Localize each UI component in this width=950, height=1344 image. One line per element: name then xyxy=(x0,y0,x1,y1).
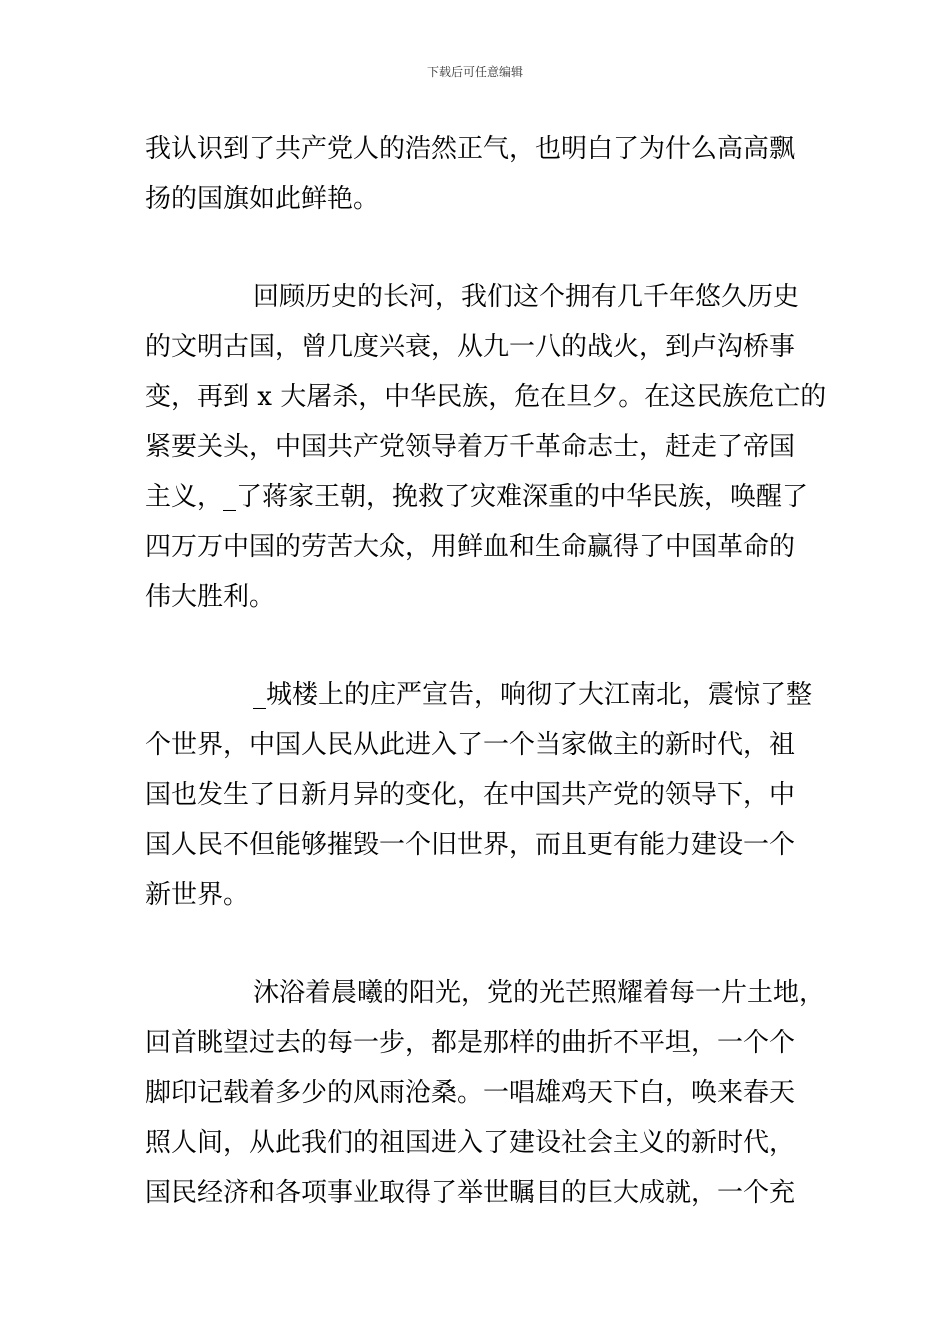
paragraph-line: 我认识到了共产党人的浩然正气，也明白了为什么高高飘 xyxy=(145,134,796,164)
paragraph-3 xyxy=(145,670,813,920)
paragraph-line: 新世界。 xyxy=(145,880,250,910)
paragraph-line: 脚印记载着多少的风雨沧桑。一唱雄鸡天下白，唤来春天 xyxy=(145,1078,796,1108)
paragraph-gap xyxy=(145,920,810,968)
document-body xyxy=(145,124,827,1218)
paragraph-line: 紧要关头，中国共产党领导着万千革命志士，赶走了帝国 xyxy=(145,432,796,462)
paragraph-line: 扬的国旗如此鲜艳。 xyxy=(145,184,380,214)
paragraph-line: 国民经济和各项事业取得了举世瞩目的巨大成就，一个充 xyxy=(145,1178,796,1208)
paragraph-line: 四万万中国的劳苦大众，用鲜血和生命赢得了中国革命的 xyxy=(145,532,796,562)
paragraph-line: _城楼上的庄严宣告，响彻了大江南北，震惊了整 xyxy=(253,680,813,710)
paragraph-gap xyxy=(145,224,810,272)
page-header: 下载后可任意编辑 xyxy=(426,65,523,79)
paragraph-line: 的文明古国，曾几度兴衰，从九一八的战火，到卢沟桥事 xyxy=(145,332,796,362)
paragraph-line: 照人间，从此我们的祖国进入了建设社会主义的新时代， xyxy=(145,1128,796,1158)
paragraph-1 xyxy=(145,124,810,224)
paragraph-line: 国人民不但能够摧毁一个旧世界，而且更有能力建设一个 xyxy=(145,830,796,860)
paragraph-line: 国也发生了日新月异的变化，在中国共产党的领导下，中 xyxy=(145,780,796,810)
paragraph-2 xyxy=(145,272,827,622)
paragraph-line: 伟大胜利。 xyxy=(145,582,276,612)
paragraph-gap xyxy=(145,622,810,670)
paragraph-line: 变，再到 x 大屠杀，中华民族，危在旦夕。在这民族危亡的 xyxy=(145,382,827,412)
paragraph-line: 沐浴着晨曦的阳光，党的光芒照耀着每一片土地， xyxy=(253,978,826,1008)
paragraph-line: 主义，_了蒋家王朝，挽救了灾难深重的中华民族，唤醒了 xyxy=(145,482,809,512)
paragraph-line: 回顾历史的长河，我们这个拥有几千年悠久历史 xyxy=(253,282,800,312)
paragraph-4 xyxy=(145,968,826,1218)
paragraph-line: 回首眺望过去的每一步，都是那样的曲折不平坦，一个个 xyxy=(145,1028,796,1058)
paragraph-line: 个世界，中国人民从此进入了一个当家做主的新时代，祖 xyxy=(145,730,796,760)
